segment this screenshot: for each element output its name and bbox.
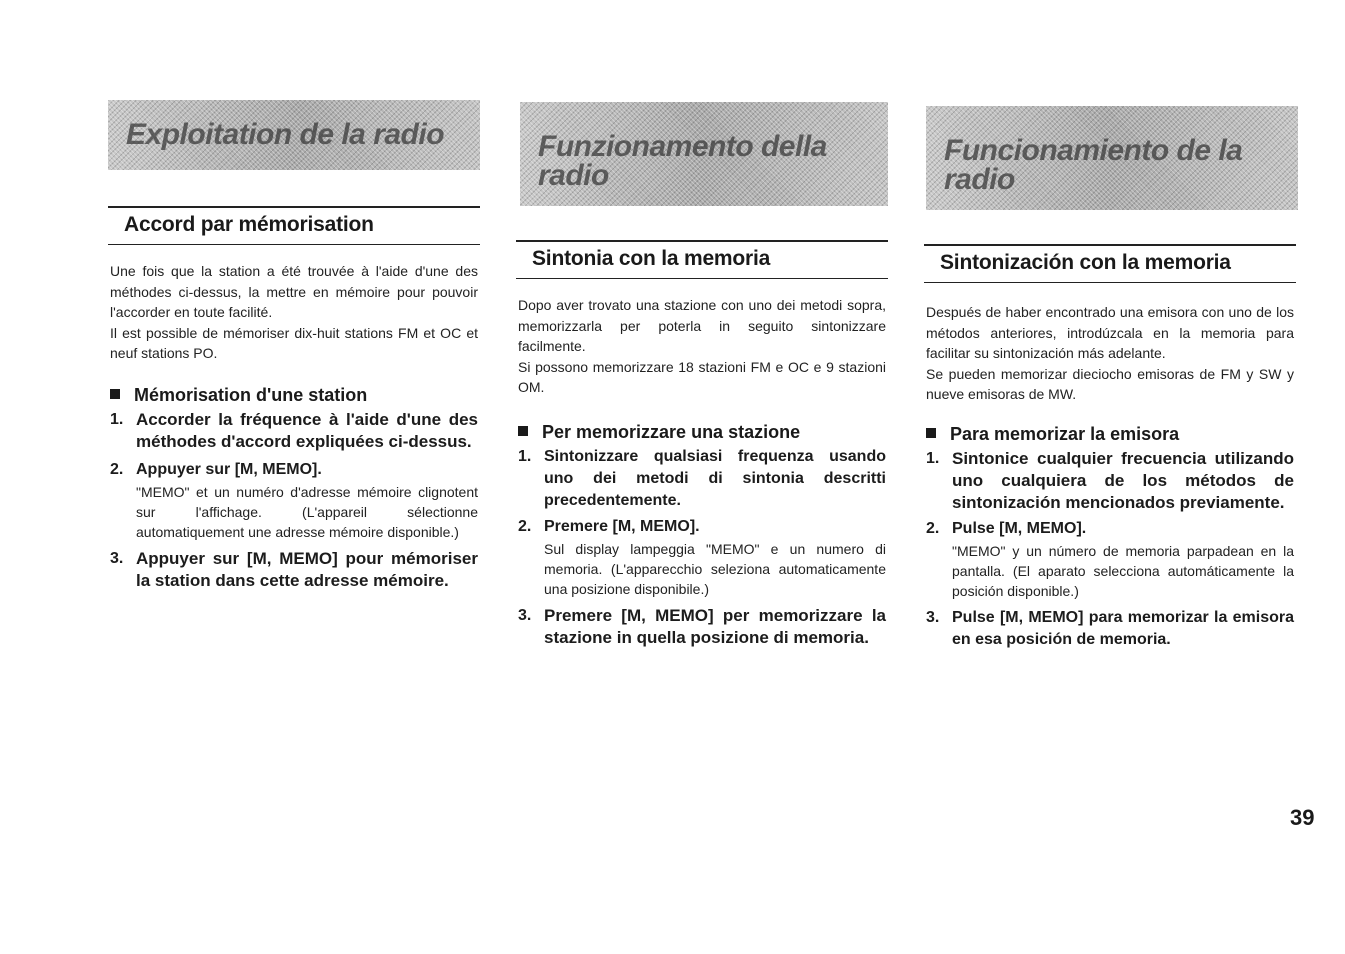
intro-paragraph: Dopo aver trovato una stazione con uno dei metodi sopra, memorizzarla per poterla in seguito sintonizzare facilmente.: [518, 297, 886, 354]
section-title: Sintonia con la memoria: [532, 247, 771, 270]
intro-text: [518, 295, 886, 398]
intro-paragraph: Después de haber encontrado una emisora con uno de los métodos anteriores, introdúzcala en la memoria para facilitar su sintonización más adelante.: [926, 304, 1294, 361]
list-item: [518, 605, 886, 649]
square-bullet-icon: [926, 428, 936, 438]
banner-title: Exploitation de la radio: [126, 118, 445, 151]
section-header: [108, 206, 480, 245]
list-item: [110, 459, 478, 542]
step-title: Appuyer sur [M, MEMO] pour mémoriser la station dans cette adresse mémoire.: [136, 549, 478, 590]
list-item: [518, 446, 886, 512]
step-title: Sintonice cualquier frecuencia utilizando uno cualquiera de los métodos de sintonización mencionados previamente.: [952, 449, 1294, 512]
intro-text: [110, 261, 478, 364]
steps-list: [926, 448, 1294, 651]
square-bullet-icon: [518, 426, 528, 436]
list-item: [926, 607, 1294, 651]
steps-list: [110, 409, 478, 592]
intro-text: [926, 302, 1294, 405]
section-header: [516, 240, 888, 279]
banner-french: [108, 100, 480, 170]
list-item: [518, 516, 886, 599]
step-title: Appuyer sur [M, MEMO].: [136, 461, 322, 478]
list-item: [110, 409, 478, 453]
step-number: 1.: [110, 411, 124, 428]
banner-title: Funzionamento della radio: [538, 130, 827, 192]
list-item: [926, 518, 1294, 601]
list-item: [926, 448, 1294, 514]
subheading-text: Mémorisation d'une station: [134, 385, 368, 405]
intro-paragraph: Une fois que la station a été trouvée à l'aide d'une des méthodes ci-dessus, la mettre en mémoire pour pouvoir l'accorder en toute facilité.: [110, 263, 478, 320]
subheading: [110, 385, 480, 406]
banner-italian: [520, 102, 888, 206]
intro-paragraph: Il est possible de mémoriser dix-huit stations FM et OC et neuf stations PO.: [110, 324, 478, 361]
subheading-text: Per memorizzare una stazione: [542, 422, 801, 442]
subheading: [926, 424, 1296, 445]
banner-title: Funcionamiento de la radio: [944, 134, 1243, 196]
step-title: Sintonizzare qualsiasi frequenza usando uno dei metodi di sintonia descritti precedentemente.: [544, 448, 886, 509]
step-number: 3.: [926, 609, 940, 626]
steps-list: [518, 446, 886, 649]
intro-paragraph: Se pueden memorizar dieciocho emisoras de FM y SW y nueve emisoras de MW.: [926, 365, 1294, 402]
subheading: [518, 422, 888, 443]
step-description: Sul display lampeggia "MEMO" e un numero di memoria. (L'apparecchio seleziona automaticamente una posizione disponibile.): [544, 541, 886, 597]
step-number: 2.: [926, 520, 940, 537]
step-number: 2.: [518, 518, 532, 535]
subheading-text: Para memorizar la emisora: [950, 424, 1180, 444]
step-number: 3.: [110, 550, 124, 567]
square-bullet-icon: [110, 389, 120, 399]
step-title: Premere [M, MEMO] per memorizzare la stazione in quella posizione di memoria.: [544, 606, 886, 647]
step-title: Accorder la fréquence à l'aide d'une des méthodes d'accord expliquées ci-dessus.: [136, 410, 478, 451]
step-number: 1.: [518, 448, 532, 465]
step-title: Pulse [M, MEMO].: [952, 520, 1087, 537]
section-title: Accord par mémorisation: [124, 213, 374, 236]
section-title: Sintonización con la memoria: [940, 251, 1231, 274]
banner-spanish: [926, 106, 1298, 210]
step-number: 2.: [110, 461, 124, 478]
step-number: 3.: [518, 607, 532, 624]
page-number: 39: [1290, 805, 1315, 830]
step-description: "MEMO" et un numéro d'adresse mémoire clignotent sur l'affichage. (L'appareil sélectionne automatiquement une adresse mémoire disponible.): [136, 484, 478, 540]
step-title: Pulse [M, MEMO] para memorizar la emisora en esa posición de memoria.: [952, 609, 1294, 648]
step-title: Premere [M, MEMO].: [544, 518, 700, 535]
intro-paragraph: Si possono memorizzare 18 stazioni FM e OC e 9 stazioni OM.: [518, 358, 886, 395]
list-item: [110, 548, 478, 592]
step-description: "MEMO" y un número de memoria parpadean en la pantalla. (El aparato selecciona automáticamente la posición disponible.): [952, 543, 1294, 599]
section-header: [924, 244, 1296, 283]
step-number: 1.: [926, 450, 940, 467]
